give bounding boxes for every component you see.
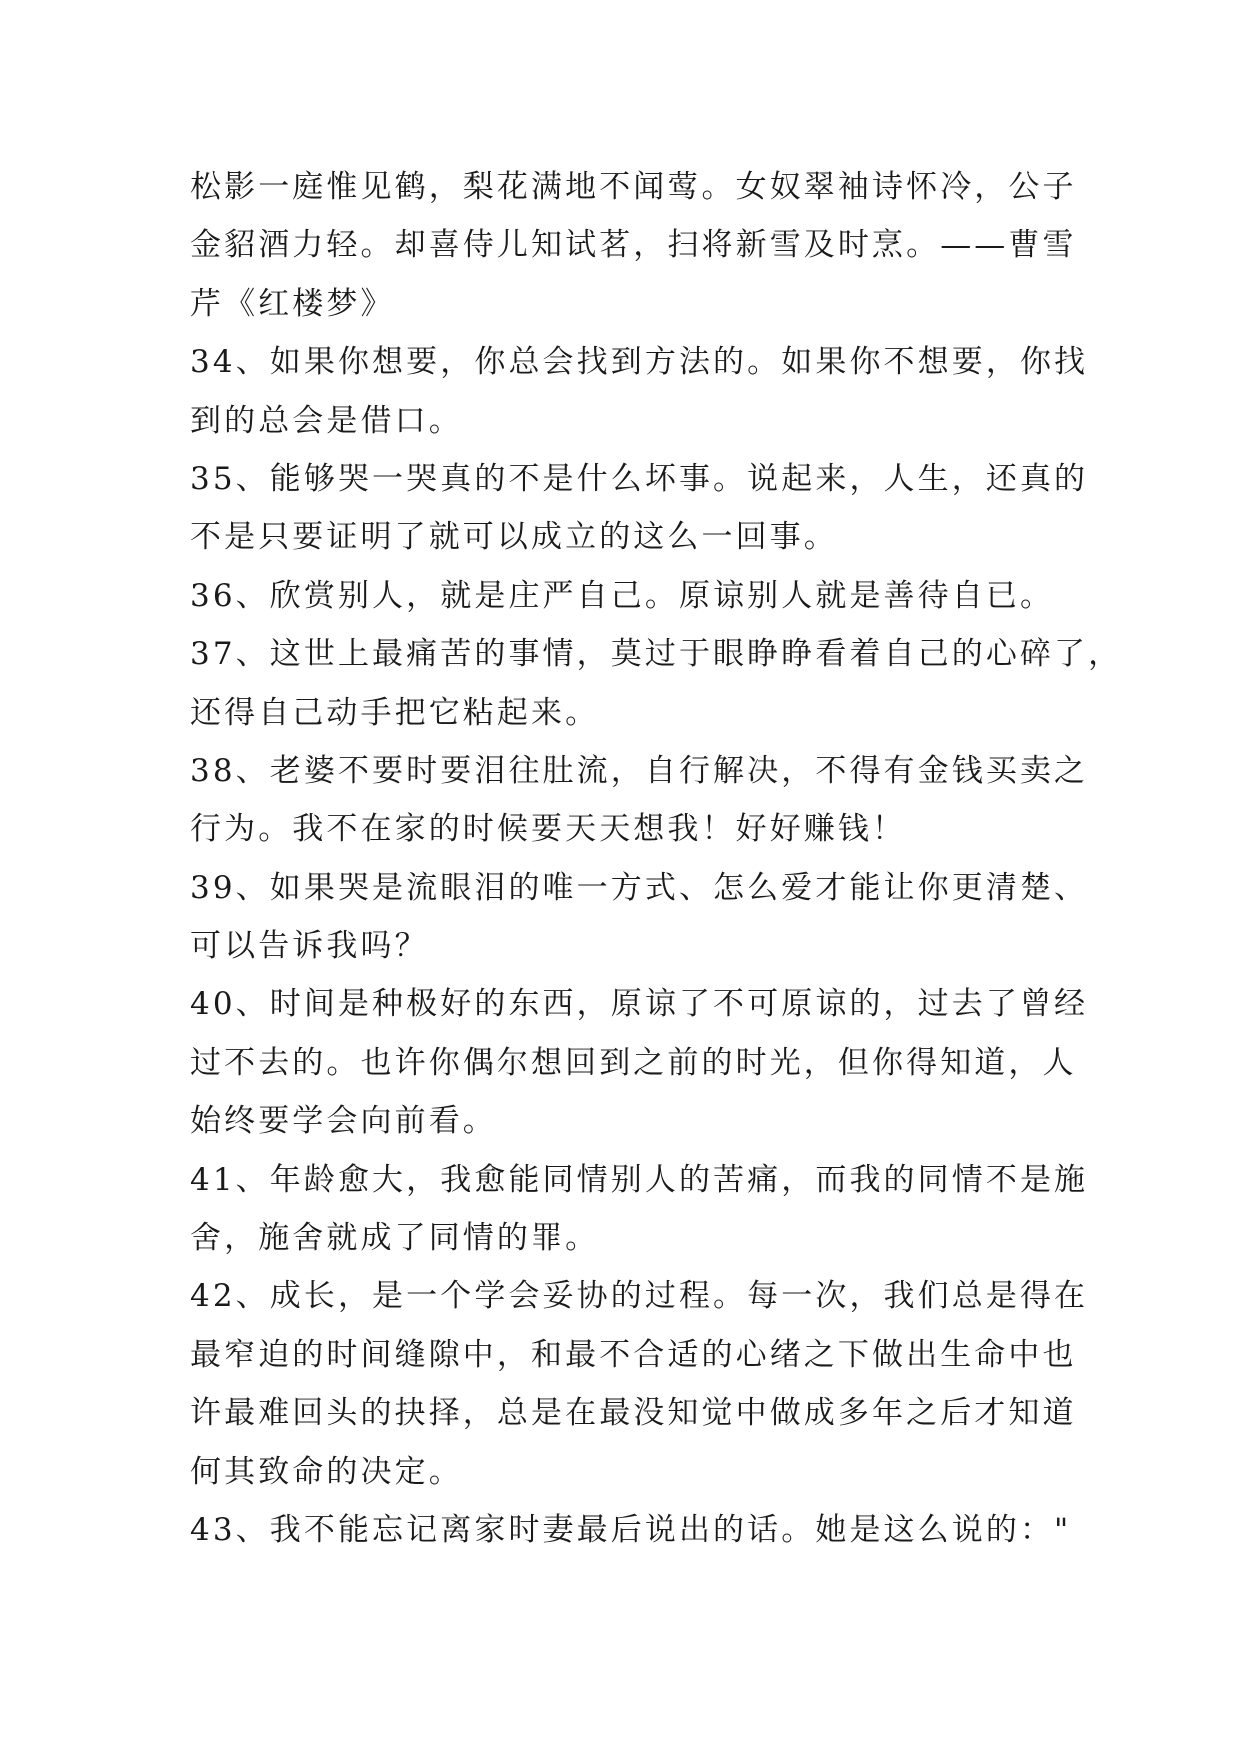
text-line: 不是只要证明了就可以成立的这么一回事。 <box>190 519 838 556</box>
text-line: 35、能够哭一哭真的不是什么坏事。说起来，人生，还真的 <box>190 460 1089 497</box>
document-body <box>190 158 1123 1559</box>
text-line: 40、时间是种极好的东西，原谅了不可原谅的，过去了曾经 <box>190 986 1089 1023</box>
text-line: 34、如果你想要，你总会找到方法的。如果你不想要，你找 <box>190 344 1089 381</box>
text-line: 到的总会是借口。 <box>190 402 463 439</box>
text-line: 芹《红楼梦》 <box>190 285 395 322</box>
text-line: 松影一庭惟见鹤，梨花满地不闻莺。女奴翠袖诗怀冷，公子 <box>190 169 1077 205</box>
text-line: 38、老婆不要时要泪往肚流，自行解决，不得有金钱买卖之 <box>190 752 1089 789</box>
text-line: 36、欣赏别人，就是庄严自己。原谅别人就是善待自已。 <box>190 577 1055 614</box>
text-line: 还得自己动手把它粘起来。 <box>190 694 600 731</box>
text-line: 最窄迫的时间缝隙中，和最不合适的心绪之下做出生命中也 <box>190 1336 1077 1373</box>
text-line: 39、如果哭是流眼泪的唯一方式、怎么爱才能让你更清楚、 <box>190 869 1089 906</box>
text-line: 舍，施舍就成了同情的罪。 <box>190 1220 600 1257</box>
text-line: 始终要学会向前看。 <box>190 1103 497 1140</box>
text-line: 许最难回头的抉择，总是在最没知觉中做成多年之后才知道 <box>190 1395 1077 1432</box>
text-line: 金貂酒力轻。却喜侍儿知试茗，扫将新雪及时烹。——曹雪 <box>190 227 1077 264</box>
text-line: 41、年龄愈大，我愈能同情别人的苦痛，而我的同情不是施 <box>190 1161 1089 1198</box>
text-line: 可以告诉我吗？ <box>190 928 429 965</box>
text-line: 42、成长，是一个学会妥协的过程。每一次，我们总是得在 <box>190 1278 1089 1315</box>
text-line: 过不去的。也许你偶尔想回到之前的时光，但你得知道，人 <box>190 1044 1077 1081</box>
text-line: 43、我不能忘记离家时妻最后说出的话。她是这么说的：" <box>190 1511 1072 1548</box>
text-line: 37、这世上最痛苦的事情，莫过于眼睁睁看着自己的心碎了， <box>190 636 1123 673</box>
text-line: 何其致命的决定。 <box>190 1453 463 1490</box>
text-line: 行为。我不在家的时候要天天想我！好好赚钱！ <box>190 811 907 848</box>
